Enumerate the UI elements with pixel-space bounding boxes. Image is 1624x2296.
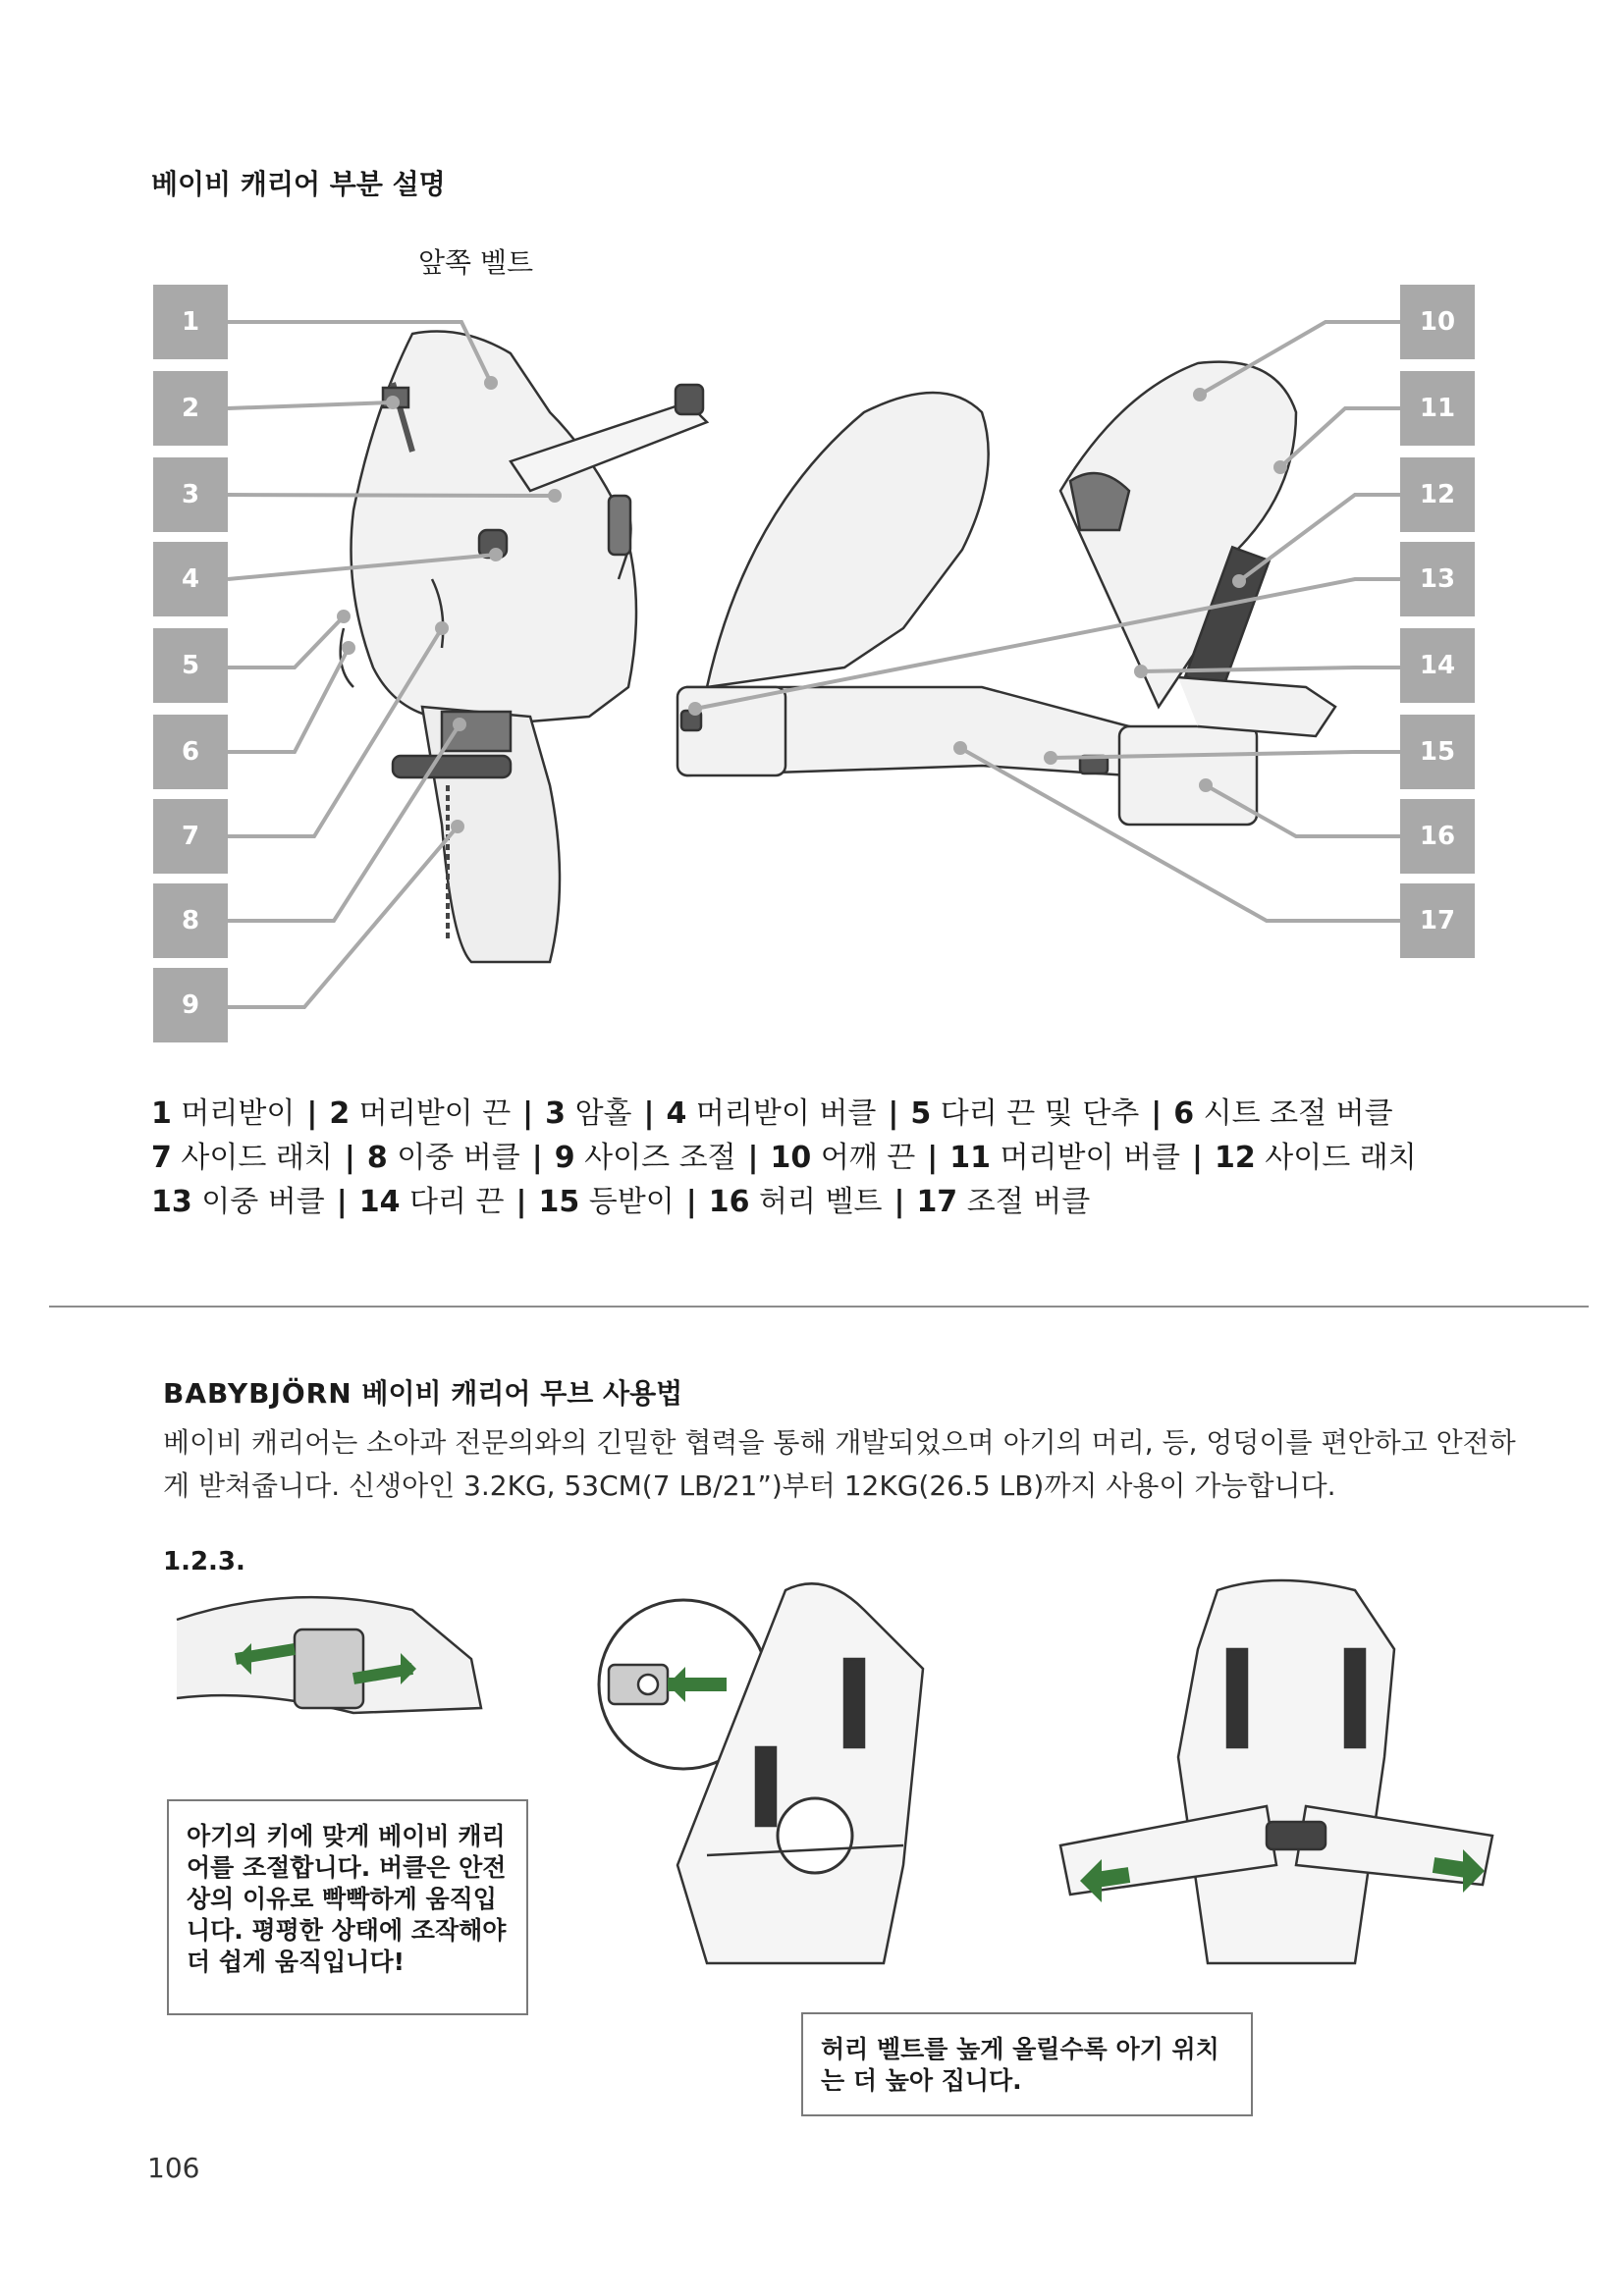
legend-label: 다리 끈 및 단추 [940,1096,1140,1131]
legend-num: 13 [151,1185,192,1219]
callout-14: 14 [1400,628,1475,703]
legend-num: 9 [554,1141,575,1175]
legend-label: 머리받이 버클 [695,1096,877,1131]
callout-7: 7 [153,799,228,874]
legend-label: 머리받이 끈 [358,1096,512,1131]
legend-line-1: 1 머리받이 | 2 머리받이 끈 | 3 암홀 | 4 머리받이 버클 | 5 다리 끈 및 단추 | 6 시트 조절 버클 [151,1096,1393,1131]
callout-4: 4 [153,542,228,616]
diagram-subtitle: 앞쪽 벨트 [418,246,534,279]
step-3-drawing [1060,1580,1492,1963]
callout-17: 17 [1400,883,1475,958]
legend-label: 머리받이 [181,1096,296,1131]
carrier-front-drawing [341,332,707,963]
brand-name: BABYBJÖRN [163,1377,352,1410]
callout-5: 5 [153,628,228,703]
callout-9: 9 [153,968,228,1042]
legend-label: 조절 버클 [966,1185,1091,1219]
callout-11: 11 [1400,371,1475,446]
legend-label: 사이드 래치 [181,1141,333,1175]
step-2-drawing [599,1583,923,1963]
note-adjust-height: 아기의 키에 맞게 베이비 캐리어를 조절합니다. 버클은 안전상의 이유로 빡빡하게 움직입니다. 평평한 상태에 조작해야 더 쉽게 움직입니다! [167,1799,528,2015]
callout-15: 15 [1400,715,1475,789]
legend-num: 7 [151,1141,172,1175]
legend-num: 1 [151,1096,172,1131]
page-title: 베이비 캐리어 부분 설명 [151,168,446,200]
intro-paragraph: 베이비 캐리어는 소아과 전문의와의 긴밀한 협력을 통해 개발되었으며 아기의 머리, 등, 엉덩이를 편안하고 안전하게 받쳐줍니다. 신생아인 3.2KG, 53CM(7 LB/21”)부터 12KG(26.5 LB)까지 사용이 가능합니다. [163,1426,1516,1502]
legend-num: 12 [1214,1141,1256,1175]
legend-label: 사이드 래치 [1265,1141,1417,1175]
note-waist-belt: 허리 벨트를 높게 올릴수록 아기 위치는 더 높아 집니다. [801,2012,1253,2116]
callout-2: 2 [153,371,228,446]
legend-label: 시트 조절 버클 [1203,1096,1393,1131]
section-title [163,1372,682,1412]
legend-num: 8 [366,1141,388,1175]
callout-6: 6 [153,715,228,789]
legend-num: 10 [770,1141,812,1175]
legend-label: 이중 버클 [397,1141,520,1175]
legend-num: 17 [916,1185,958,1219]
section-title-text: 베이비 캐리어 무브 사용법 [361,1377,683,1410]
legend-label: 사이즈 조절 [584,1141,736,1175]
legend-label: 암홀 [574,1096,632,1131]
step-1-drawing [177,1597,481,1713]
callout-10: 10 [1400,285,1475,359]
legend-num: 16 [708,1185,750,1219]
legend-line-3: 13 이중 버클 | 14 다리 끈 | 15 등받이 | 16 허리 벨트 | 17 조절 버클 [151,1185,1091,1219]
callout-3: 3 [153,457,228,532]
page-number: 106 [147,2152,200,2184]
legend-num: 6 [1173,1096,1195,1131]
legend-num: 4 [666,1096,687,1131]
callout-13: 13 [1400,542,1475,616]
parts-legend [151,1092,1487,1224]
legend-num: 14 [358,1185,401,1219]
legend-num: 11 [949,1141,992,1175]
callout-12: 12 [1400,457,1475,532]
legend-line-2: 7 사이드 래치 | 8 이중 버클 | 9 사이즈 조절 | 10 어깨 끈 | 11 머리받이 버클 | 12 사이드 래치 [151,1141,1417,1175]
legend-label: 어깨 끈 [820,1141,916,1175]
callout-8: 8 [153,883,228,958]
legend-label: 이중 버클 [201,1185,325,1219]
callout-16: 16 [1400,799,1475,874]
step-label: 1.2.3. [163,1547,245,1576]
legend-num: 5 [910,1096,932,1131]
legend-label: 다리 끈 [409,1185,505,1219]
section-divider [49,1306,1589,1308]
legend-label: 허리 벨트 [759,1185,883,1219]
legend-label: 등받이 [588,1185,675,1219]
legend-num: 2 [329,1096,351,1131]
callout-1: 1 [153,285,228,359]
legend-label: 머리받이 버클 [1000,1141,1180,1175]
legend-num: 3 [545,1096,567,1131]
legend-num: 15 [538,1185,580,1219]
